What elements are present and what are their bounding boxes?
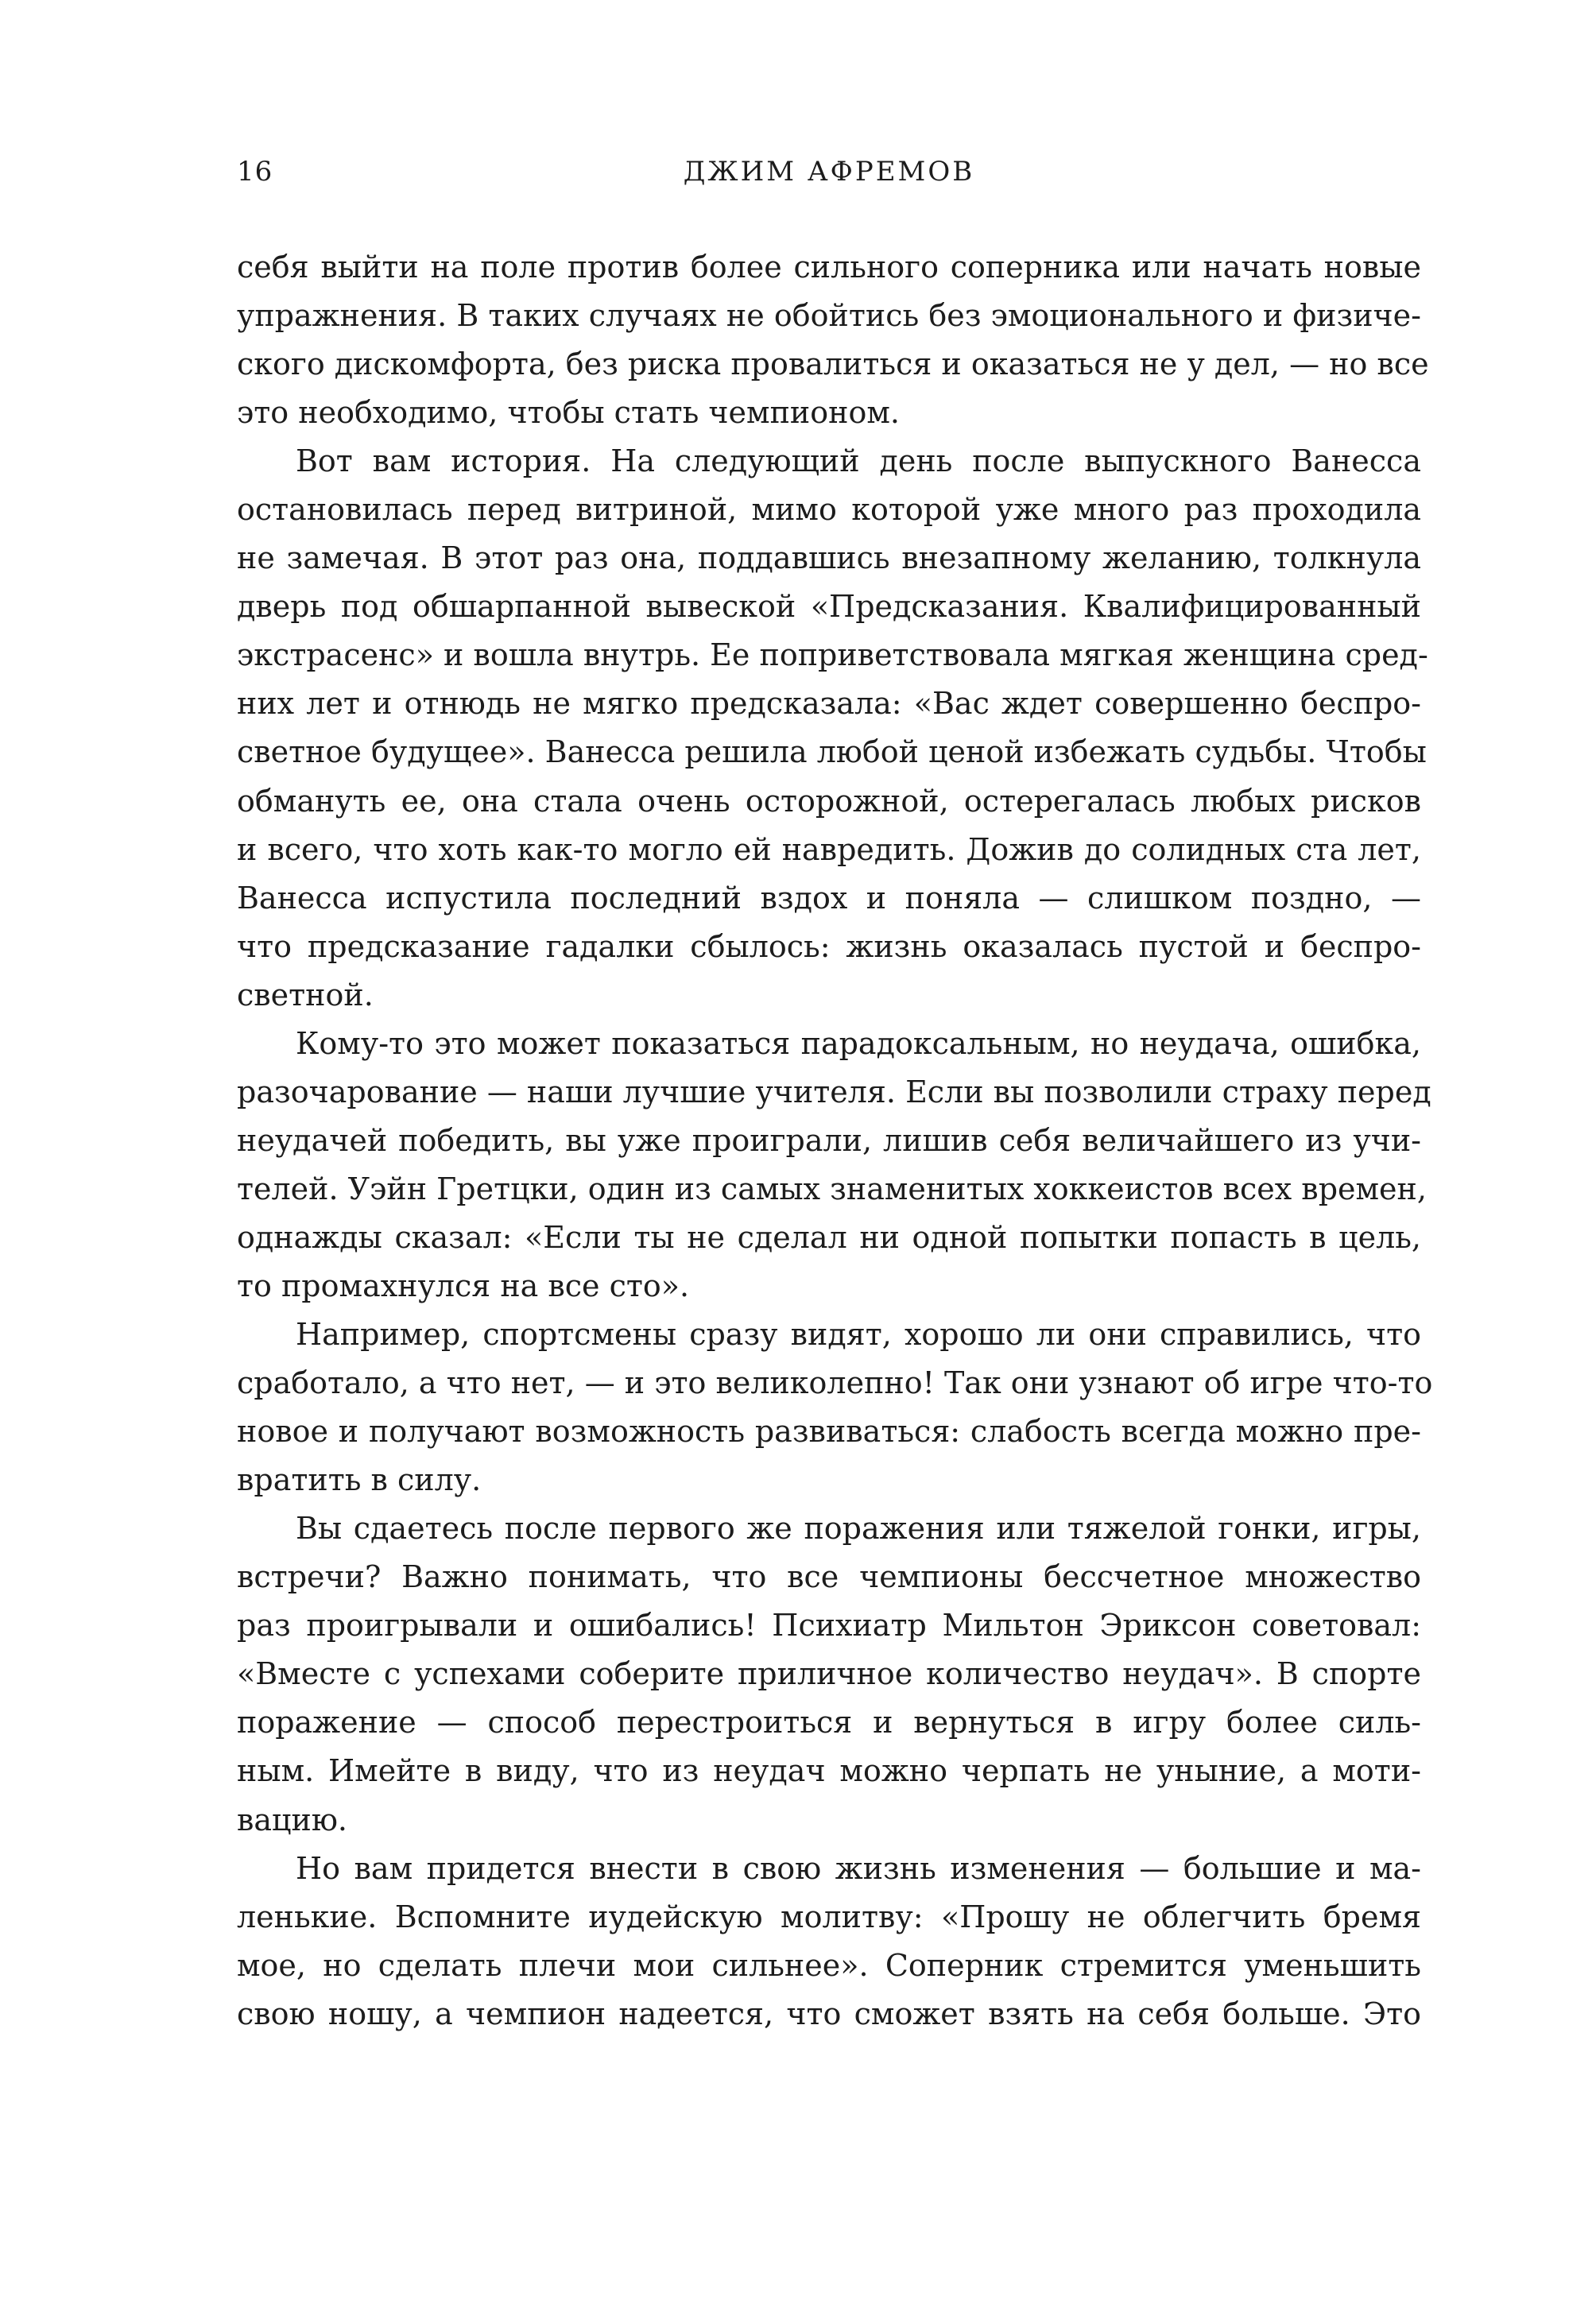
text-line: вацию. xyxy=(237,1802,347,1837)
text-line: поражение — способ перестроиться и вернуться в игру более силь- xyxy=(237,1705,1421,1740)
text-line: себя выйти на поле против более сильного соперника или начать новые xyxy=(237,250,1421,285)
running-head xyxy=(237,156,1421,196)
text-line: Вы сдаетесь после первого же поражения или тяжелой гонки, игры, xyxy=(296,1511,1421,1547)
text-line: ского дискомфорта, без риска провалиться и оказаться не у дел, — но все xyxy=(237,347,1429,382)
text-line: не замечая. В этот раз она, поддавшись внезапному желанию, толкнула xyxy=(237,540,1421,576)
text-line: ленькие. Вспомните иудейскую молитву: «Прошу не облегчить бремя xyxy=(237,1899,1421,1934)
text-line: Кому-то это может показаться парадоксальным, но неудача, ошибка, xyxy=(296,1025,1421,1061)
text-line: обмануть ее, она стала очень осторожной, остерегалась любых рисков xyxy=(237,783,1421,819)
body-text xyxy=(237,243,1433,2039)
text-line: светной. xyxy=(237,977,374,1013)
text-line: телей. Уэйн Гретцки, один из самых знаменитых хоккеистов всех времен, xyxy=(237,1171,1427,1206)
text-line: ным. Имейте в виду, что из неудач можно черпать не уныние, а моти- xyxy=(237,1753,1421,1789)
text-line: светное будущее». Ванесса решила любой ценой избежать судьбы. Чтобы xyxy=(237,734,1427,770)
text-line: Но вам придется внести в свою жизнь изменения — большие и ма- xyxy=(296,1850,1421,1886)
text-line: экстрасенс» и вошла внутрь. Ее поприветствовала мягкая женщина сред- xyxy=(237,637,1428,673)
text-line: Вот вам история. На следующий день после выпускного Ванесса xyxy=(296,443,1421,479)
text-line: что предсказание гадалки сбылось: жизнь оказалась пустой и беспро- xyxy=(237,928,1421,964)
text-line: вратить в силу. xyxy=(237,1462,482,1498)
running-title: ДЖИМ АФРЕМОВ xyxy=(683,156,975,188)
text-line: «Вместе с успехами соберите приличное количество неудач». В спорте xyxy=(237,1656,1421,1692)
text-line: новое и получают возможность развиваться: слабость всегда можно пре- xyxy=(237,1414,1421,1450)
text-line: раз проигрывали и ошибались! Психиатр Мильтон Эриксон советовал: xyxy=(237,1608,1421,1644)
text-line: то промахнулся на все сто». xyxy=(237,1268,690,1303)
text-line: однажды сказал: «Если ты не сделал ни одной попытки попасть в цель, xyxy=(237,1219,1421,1255)
text-line: Например, спортсмены сразу видят, хорошо ли они справились, что xyxy=(296,1317,1421,1353)
text-line: свою ношу, а чемпион надеется, что сможет взять на себя больше. Это xyxy=(237,1996,1421,2031)
text-line: это необходимо, чтобы стать чемпионом. xyxy=(237,395,900,431)
text-line: разочарование — наши лучшие учителя. Если вы позволили страху перед xyxy=(237,1074,1431,1109)
text-line: и всего, что хоть как-то могло ей навредить. Дожив до солидных ста лет, xyxy=(237,831,1421,867)
text-line: них лет и отнюдь не мягко предсказала: «Вас ждет совершенно беспро- xyxy=(237,686,1421,722)
text-line: сработало, а что нет, — и это великолепно! Так они узнают об игре что-то xyxy=(237,1365,1433,1401)
page-number: 16 xyxy=(237,156,273,188)
text-line: мое, но сделать плечи мои сильнее». Соперник стремится уменьшить xyxy=(237,1947,1421,1983)
text-line: дверь под обшарпанной вывеской «Предсказания. Квалифицированный xyxy=(237,589,1421,625)
text-line: остановилась перед витриной, мимо которой уже много раз проходила xyxy=(237,492,1421,528)
text-line: неудачей победить, вы уже проиграли, лишив себя величайшего из учи- xyxy=(237,1122,1421,1158)
text-line: встречи? Важно понимать, что все чемпионы бессчетное множество xyxy=(237,1559,1421,1595)
text-line: Ванесса испустила последний вздох и поняла — слишком поздно, — xyxy=(237,880,1421,916)
text-line: упражнения. В таких случаях не обойтись без эмоционального и физиче- xyxy=(237,298,1421,334)
